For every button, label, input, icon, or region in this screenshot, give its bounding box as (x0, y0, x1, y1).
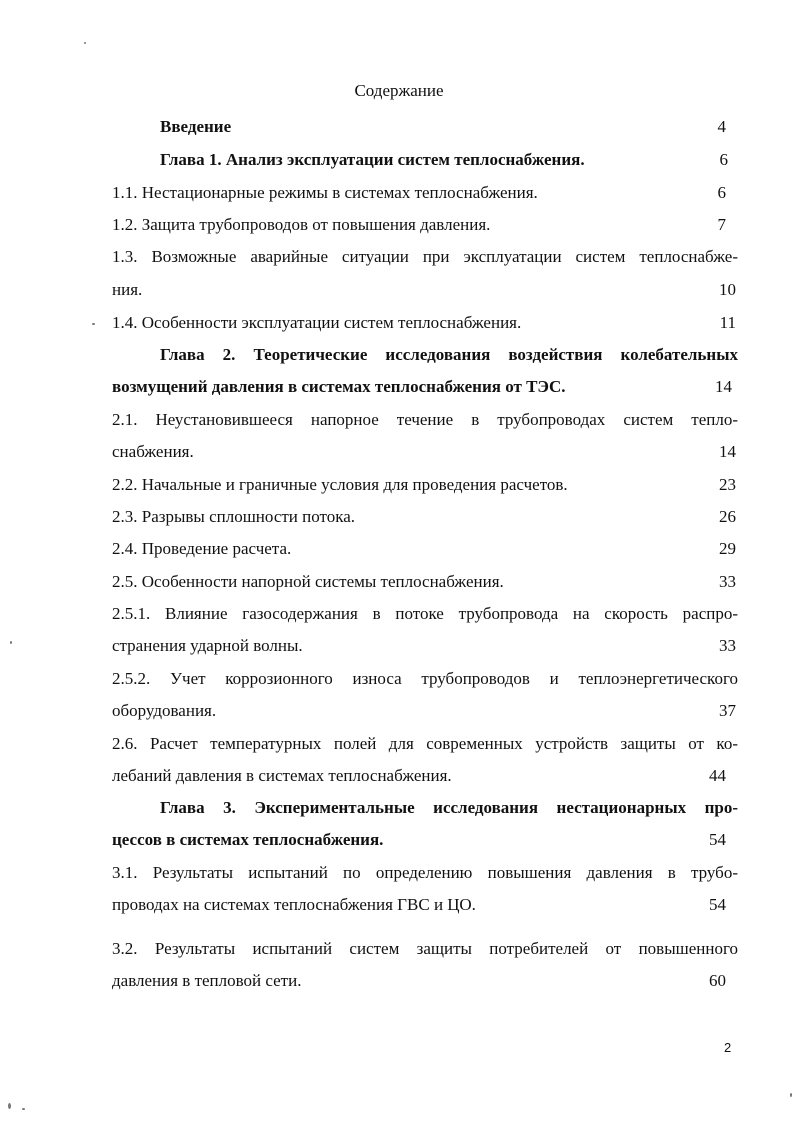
toc-entry-2-5-1: 2.5.1. Влияние газосодержания в потоке трубопровода на скорость распро- (112, 604, 738, 623)
toc-entry-introduction: Введение (160, 117, 232, 136)
toc-entry-chapter-3: Глава 3. Экспериментальные исследования нестационарных про- (160, 798, 738, 817)
toc-page-number: 33 (719, 572, 736, 591)
toc-page-number: 6 (717, 183, 726, 202)
scan-speck (92, 323, 95, 325)
scan-speck (84, 42, 86, 44)
page-number: 2 (724, 1040, 732, 1055)
scan-speck (8, 1103, 11, 1109)
toc-entry-1-1: 1.1. Нестационарные режимы в системах теплоснабжения. (112, 183, 538, 202)
toc-entry-chapter-2: Глава 2. Теоретические исследования воздействия колебательных (160, 345, 738, 364)
toc-page-number: 14 (715, 377, 732, 396)
toc-page-number: 7 (717, 215, 726, 234)
scan-speck (22, 1108, 25, 1110)
toc-entry-2-6: 2.6. Расчет температурных полей для современных устройств защиты от ко- (112, 734, 738, 753)
toc-entry-3-2: 3.2. Результаты испытаний систем защиты потребителей от повышенного (112, 939, 738, 958)
scan-speck (790, 1093, 792, 1097)
toc-entry-2-5: 2.5. Особенности напорной системы теплоснабжения. (112, 572, 504, 591)
toc-entry-chapter-3-cont: цессов в системах теплоснабжения. (112, 830, 384, 849)
toc-page-number: 4 (717, 117, 726, 136)
toc-entry-2-1: 2.1. Неустановившееся напорное течение в трубопроводах систем тепло- (112, 410, 738, 429)
toc-page-number: 60 (709, 971, 726, 990)
toc-entry-3-2-cont: давления в тепловой сети. (112, 971, 302, 990)
toc-page-number: 44 (709, 766, 726, 785)
toc-page-number: 54 (709, 830, 726, 849)
toc-page-number: 26 (719, 507, 736, 526)
toc-entry-1-4: 1.4. Особенности эксплуатации систем теплоснабжения. (112, 313, 522, 332)
toc-entry-3-1: 3.1. Результаты испытаний по определению повышения давления в трубо- (112, 863, 738, 882)
toc-entry-chapter-1: Глава 1. Анализ эксплуатации систем теплоснабжения. (160, 150, 585, 169)
toc-page-number: 6 (719, 150, 728, 169)
toc-entry-1-3: 1.3. Возможные аварийные ситуации при эксплуатации систем теплоснабже- (112, 247, 738, 266)
toc-entry-chapter-2-cont: возмущений давления в системах теплоснабжения от ТЭС. (112, 377, 566, 396)
toc-entry-2-5-2-cont: оборудования. (112, 701, 217, 720)
toc-page-number: 11 (719, 313, 736, 332)
toc-entry-1-2: 1.2. Защита трубопроводов от повышения давления. (112, 215, 491, 234)
toc-entry-2-4: 2.4. Проведение расчета. (112, 539, 292, 558)
scan-speck (10, 641, 12, 644)
toc-page-number: 37 (719, 701, 736, 720)
toc-entry-1-3-cont: ния. (112, 280, 143, 299)
toc-entry-2-5-2: 2.5.2. Учет коррозионного износа трубопроводов и теплоэнергетического (112, 669, 738, 688)
toc-entry-2-6-cont: лебаний давления в системах теплоснабжения. (112, 766, 452, 785)
toc-entry-2-3: 2.3. Разрывы сплошности потока. (112, 507, 356, 526)
toc-entry-2-5-1-cont: странения ударной волны. (112, 636, 303, 655)
toc-page-number: 29 (719, 539, 736, 558)
toc-page-number: 23 (719, 475, 736, 494)
toc-entry-2-1-cont: снабжения. (112, 442, 194, 461)
toc-entry-2-2: 2.2. Начальные и граничные условия для проведения расчетов. (112, 475, 568, 494)
toc-page-number: 14 (719, 442, 736, 461)
toc-page-number: 54 (709, 895, 726, 914)
toc-entry-3-1-cont: проводах на системах теплоснабжения ГВС и ЦО. (112, 895, 476, 914)
page-title: Содержание (354, 81, 444, 100)
toc-page-number: 10 (719, 280, 736, 299)
toc-page-number: 33 (719, 636, 736, 655)
